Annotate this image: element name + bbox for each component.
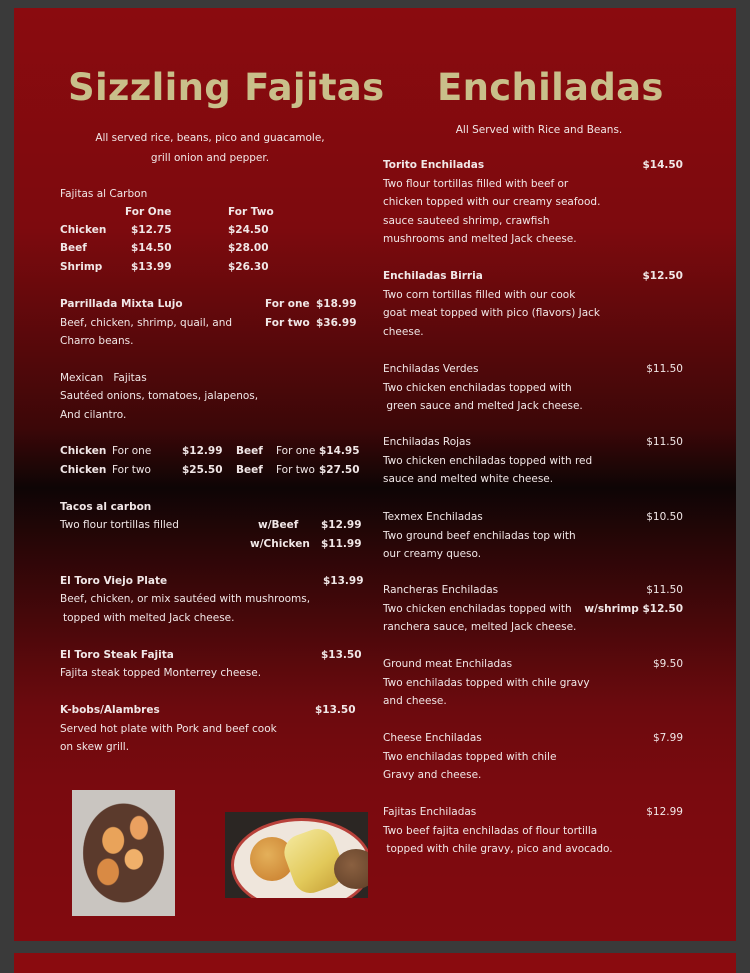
enchilada-item-price: $12.99 (646, 806, 683, 818)
enchilada-item-desc-line: Gravy and cheese. (383, 769, 482, 781)
mexican-chicken-price: $25.50 (182, 464, 223, 476)
carbon-row-one: $14.50 (131, 242, 172, 254)
mexican-beef-for: For two (276, 464, 315, 476)
carbon-title: Fajitas al Carbon (60, 188, 148, 200)
enchilada-item-price: $11.50 (646, 436, 683, 448)
carbon-row-two: $26.30 (228, 261, 269, 273)
enchilada-item-name: Enchiladas Birria (383, 270, 483, 282)
beans-shape (334, 849, 368, 889)
parrillada-price-one: $18.99 (316, 298, 357, 310)
enchilada-item-name: Enchiladas Verdes (383, 363, 479, 375)
enchilada-item-name: Torito Enchiladas (383, 159, 485, 171)
next-page-edge (14, 953, 736, 973)
parrillada-desc-line1: Beef, chicken, shrimp, quail, and (60, 317, 233, 329)
enchilada-item-price: $14.50 (642, 159, 683, 171)
enchilada-item-name: Fajitas Enchiladas (383, 806, 477, 818)
plate-shape (231, 818, 368, 898)
enchiladas-subtitle: All Served with Rice and Beans. (455, 124, 623, 136)
enchilada-item-desc-line: Two flour tortillas filled with beef or (383, 177, 569, 190)
mexican-desc-line1: Sautéed onions, tomatoes, jalapenos, (60, 390, 259, 402)
enchilada-item-desc-line: sauce and melted white cheese. (383, 473, 554, 485)
enchilada-item-desc-line: topped with chile gravy, pico and avocado. (383, 843, 613, 855)
carbon-row-name: Chicken (60, 224, 107, 236)
enchilada-item-desc-line: cheese. (383, 325, 424, 338)
menu-page (14, 8, 736, 941)
enchilada-item-name: Ground meat Enchiladas (383, 658, 513, 670)
kbobs-price: $13.50 (315, 704, 356, 716)
steak-price: $13.50 (321, 649, 362, 661)
carbon-col-two: For Two (228, 206, 274, 218)
mexican-chicken-for: For one (112, 445, 152, 457)
enchilada-item-price: $7.99 (652, 732, 683, 744)
mexican-beef-price: $27.50 (319, 464, 360, 476)
viejo-title: El Toro Viejo Plate (60, 575, 168, 587)
enchilada-item-name: Cheese Enchiladas (383, 732, 482, 744)
enchilada-item-name: Texmex Enchiladas (383, 511, 483, 523)
carbon-row-one: $13.99 (131, 261, 172, 273)
enchilada-item-price: $11.50 (646, 363, 683, 375)
enchilada-item-desc-line: Two chicken enchiladas topped with (383, 602, 572, 615)
mexican-desc-line2: And cilantro. (60, 409, 127, 421)
enchilada-item-desc-line: sauce sauteed shrimp, crawfish (383, 214, 550, 227)
tacos-desc: Two flour tortillas filled (60, 519, 179, 531)
parrillada-for-two: For two (265, 317, 310, 329)
carbon-row-name: Beef (60, 242, 87, 254)
carbon-row-two: $24.50 (228, 224, 269, 236)
enchilada-item-desc-line: chicken topped with our creamy seafood. (383, 196, 601, 208)
enchilada-item-desc-line: mushrooms and melted Jack cheese. (383, 233, 577, 245)
viejo-price: $13.99 (323, 575, 364, 587)
enchilada-item-price: $9.50 (652, 658, 683, 670)
carbon-row-one: $12.75 (131, 224, 172, 236)
parrillada-desc-line2: Charro beans. (60, 335, 134, 347)
enchilada-item-desc-line: our creamy queso. (383, 548, 482, 560)
enchilada-item-desc-line: Two ground beef enchiladas top with (383, 529, 576, 542)
fajitas-subtitle-line2: grill onion and pepper. (150, 152, 270, 164)
tacos-price-beef: $12.99 (321, 519, 362, 531)
enchilada-item-desc-line: and cheese. (383, 695, 447, 707)
enchilada-item-desc-line: Two enchiladas topped with chile (383, 750, 557, 763)
kbobs-desc-line1: Served hot plate with Pork and beef cook (60, 723, 277, 735)
mexican-chicken-price: $12.99 (182, 445, 223, 457)
enchilada-item-desc-line: Two corn tortillas filled with our cook (383, 288, 576, 301)
enchilada-item-desc-line: goat meat topped with pico (flavors) Jack (383, 307, 601, 319)
mexican-chicken-label: Chicken (60, 464, 107, 476)
tacos-price-chicken: $11.99 (321, 538, 362, 550)
kbobs-title: K-bobs/Alambres (60, 704, 160, 716)
mexican-beef-for: For one (276, 445, 316, 457)
enchilada-item-name: Enchiladas Rojas (383, 436, 471, 448)
steak-title: El Toro Steak Fajita (60, 649, 174, 661)
viejo-desc-line1: Beef, chicken, or mix sautéed with mushrooms, (60, 593, 311, 605)
enchilada-item-price: $11.50 (646, 584, 683, 596)
enchilada-item-extra-price: w/shrimp $12.50 (584, 602, 683, 615)
carbon-row-two: $28.00 (228, 242, 269, 254)
mexican-beef-label: Beef (236, 445, 263, 457)
carbon-row-name: Shrimp (60, 261, 103, 273)
mexican-beef-price: $14.95 (319, 445, 360, 457)
enchilada-item-desc-line: green sauce and melted Jack cheese. (383, 400, 583, 412)
enchilada-plate-photo (225, 812, 368, 898)
enchilada-item-desc-line: Two enchiladas topped with chile gravy (383, 676, 590, 689)
parrillada-title: Parrillada Mixta Lujo (60, 298, 183, 310)
mexican-chicken-for: For two (112, 464, 151, 476)
carbon-col-one: For One (125, 206, 172, 218)
enchiladas-title: Enchiladas (437, 66, 664, 109)
mexican-beef-label: Beef (236, 464, 263, 476)
tacos-option-chicken: w/Chicken (250, 538, 310, 550)
tacos-option-beef: w/Beef (258, 519, 299, 531)
parrillada-price-two: $36.99 (316, 317, 357, 329)
mexican-title: Mexican Fajitas (60, 372, 147, 384)
enchilada-item-name: Rancheras Enchiladas (383, 584, 499, 596)
tacos-title: Tacos al carbon (60, 501, 152, 513)
fajitas-title: Sizzling Fajitas (68, 66, 385, 109)
fajitas-subtitle-line1: All served rice, beans, pico and guacamole, (95, 132, 325, 144)
enchilada-item-price: $12.50 (642, 270, 683, 282)
shrimp-fajita-photo (72, 790, 175, 916)
parrillada-for-one: For one (265, 298, 310, 310)
mexican-chicken-label: Chicken (60, 445, 107, 457)
kbobs-desc-line2: on skew grill. (60, 741, 130, 753)
steak-desc: Fajita steak topped Monterrey cheese. (60, 667, 262, 679)
enchilada-item-desc-line: Two chicken enchiladas topped with red (383, 454, 593, 467)
enchilada-item-desc-line: Two beef fajita enchiladas of flour tortilla (383, 824, 598, 837)
viejo-desc-line2: topped with melted Jack cheese. (63, 612, 235, 624)
enchilada-item-desc-line: Two chicken enchiladas topped with (383, 381, 572, 394)
enchilada-item-desc-line: ranchera sauce, melted Jack cheese. (383, 621, 577, 633)
enchilada-item-price: $10.50 (646, 511, 683, 523)
